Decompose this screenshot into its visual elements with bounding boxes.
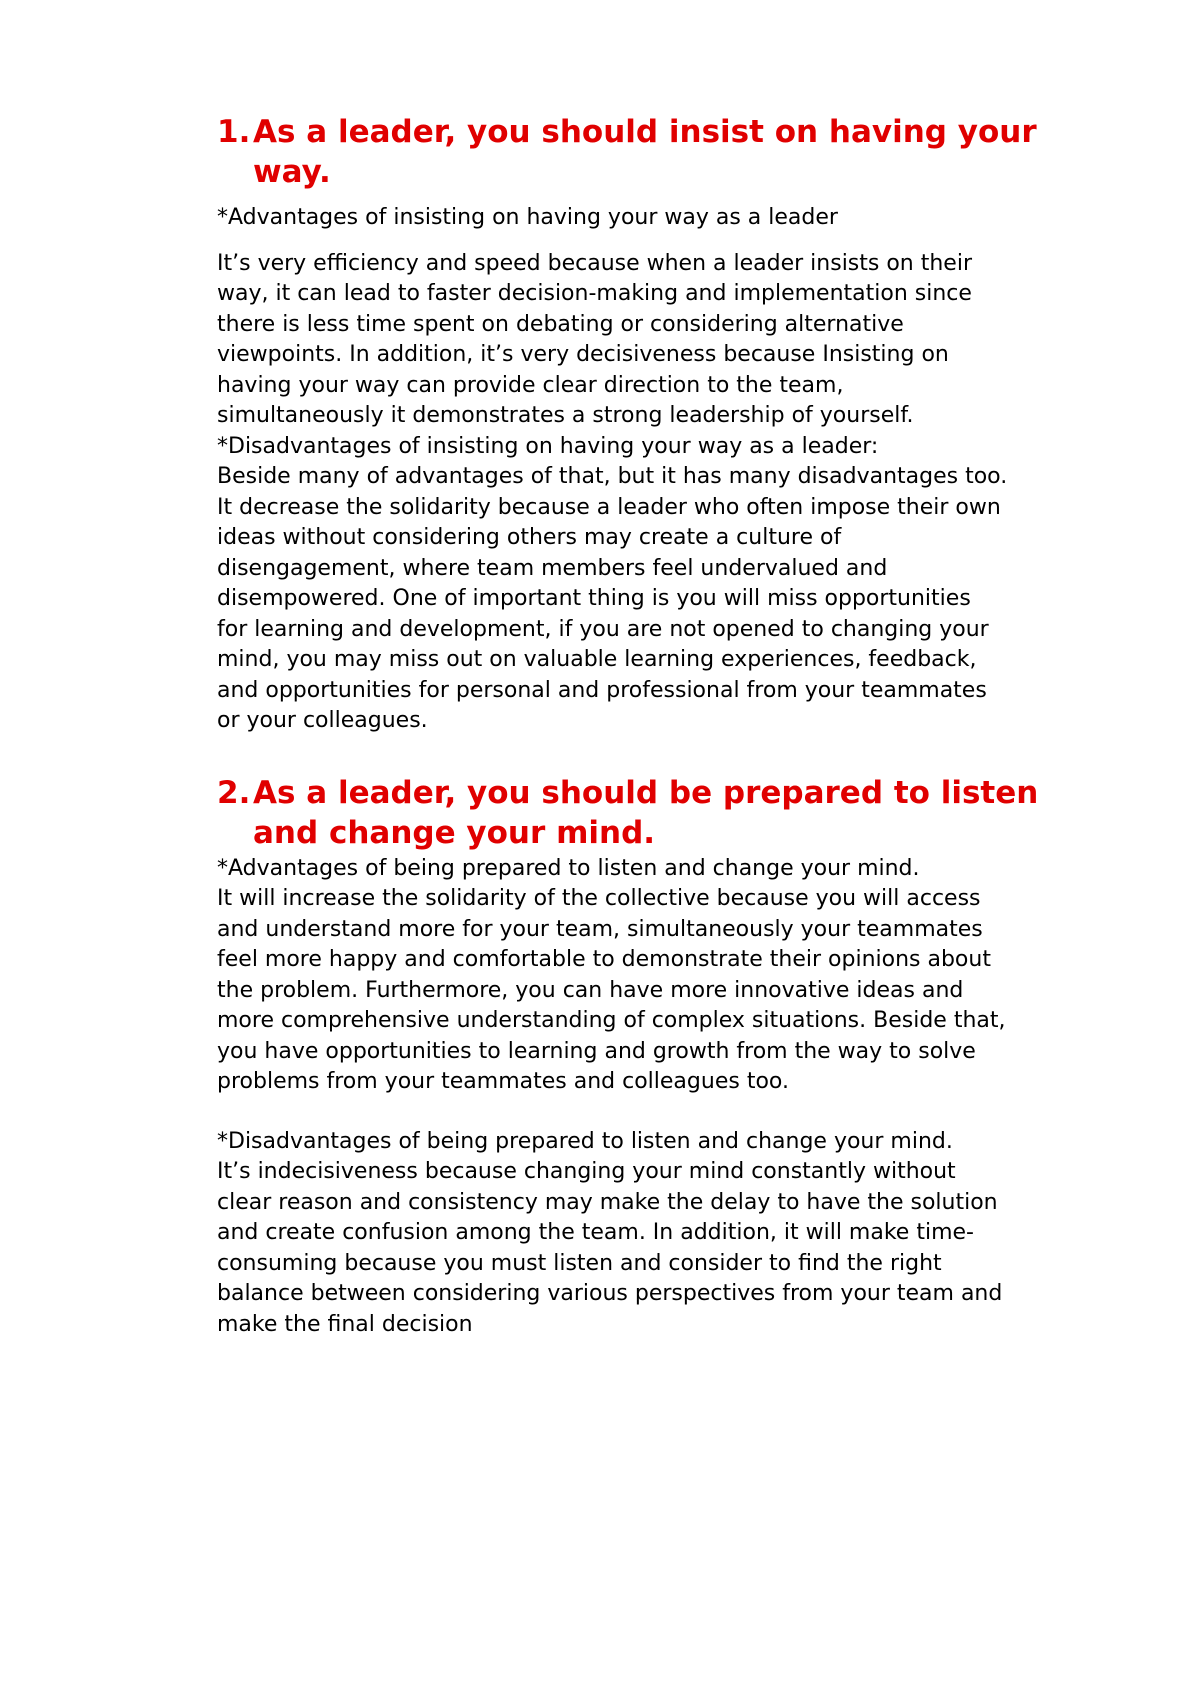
section-1-heading (217, 112, 1097, 192)
document-content (217, 110, 1097, 1340)
section-1-body: It’s very efficiency and speed because when a leader insists on their way, it can lead to faster decision-making and implementation since there is less time spent on debating or considering alternative viewpoints. In addition, it’s very decisiveness because Insisting on having your way can provide clear direction to the team, simultaneously it demonstrates a strong leadership of yourself. *Disadvantages of insisting on having your way as a leader: Beside many of advantages of that, but it has many disadvantages too. It decrease the solidarity because a leader who often impose their own ideas without considering others may create a culture of disengagement, where team members feel undervalued and disempowered. One of important thing is you will miss opportunities for learning and development, if you are not opened to changing your mind, you may miss out on valuable learning experiences, feedback, and opportunities for personal and professional from your teammates or your colleagues. (217, 250, 1008, 733)
section-1-number: 1. (217, 114, 251, 150)
section-1-heading-text: As a leader, you should insist on having your way. (253, 114, 1037, 190)
section-2-number: 2. (217, 774, 251, 811)
section-2-heading-text: As a leader, you should be prepared to listen and change your mind. (253, 774, 1039, 851)
section-2-heading (217, 773, 1097, 853)
section-1-advantages-title: *Advantages of insisting on having your way as a leader (217, 205, 838, 230)
section-2-advantages: *Advantages of being prepared to listen and change your mind. It will increase the solidarity of the collective because you will access and understand more for your team, simultaneously your teammates feel more happy and comfortable to demonstrate their opinions about the problem. Furthermore, you can have more innovative ideas and more comprehensive understanding of complex situations. Beside that, you have opportunities to learning and growth from the way to solve problems from your teammates and colleagues too. (217, 855, 1006, 1094)
section-2-disadvantages: *Disadvantages of being prepared to listen and change your mind. It’s indecisiveness because changing your mind constantly without clear reason and consistency may make the delay to have the solution and create confusion among the team. In addition, it will make time- consuming because you must listen and consider to find the right balance between considering various perspectives from your team and make the final decision (217, 1128, 1003, 1337)
